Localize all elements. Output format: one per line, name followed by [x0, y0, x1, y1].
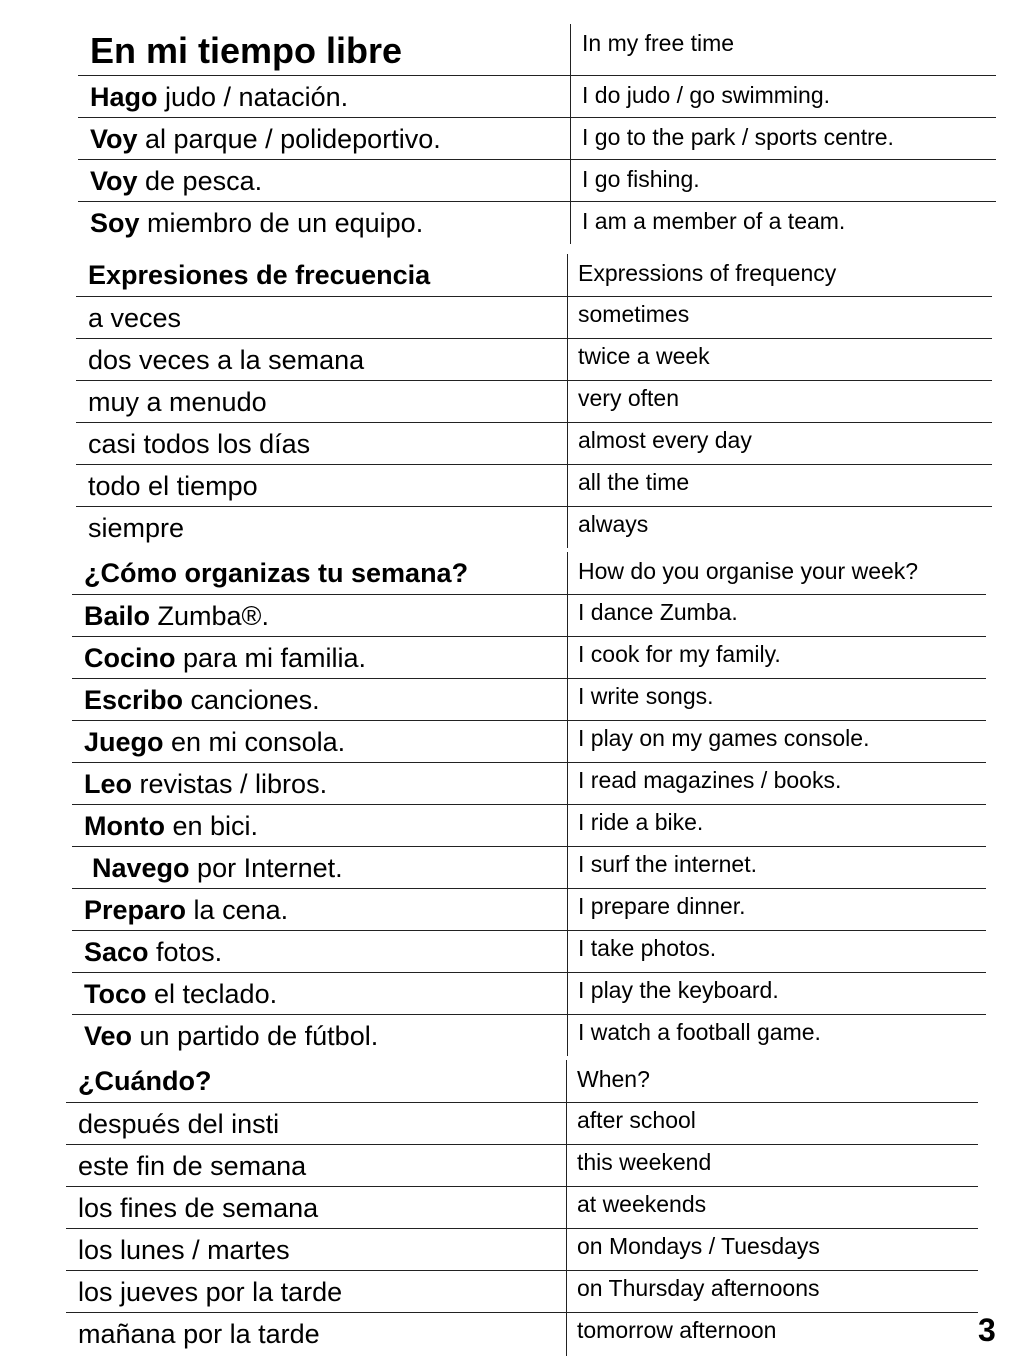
- english-translation: twice a week: [578, 343, 710, 369]
- verb-highlight: Cocino: [84, 643, 176, 673]
- section-title: ¿Cómo organizas tu semana?: [84, 558, 469, 588]
- section-header-row: [66, 1060, 978, 1102]
- phrase-rest: en bici.: [164, 811, 259, 841]
- english-translation: I go fishing.: [582, 166, 700, 192]
- table-row: [72, 637, 986, 679]
- verb-highlight: Voy: [90, 166, 138, 196]
- section-title-translation: How do you organise your week?: [578, 558, 919, 584]
- section-free-time: [78, 24, 996, 244]
- table-row: [78, 160, 996, 202]
- english-translation: I cook for my family.: [578, 641, 781, 667]
- verb-highlight: Saco: [84, 937, 149, 967]
- english-translation: I do judo / go swimming.: [582, 82, 831, 108]
- spanish-phrase: [84, 895, 288, 926]
- table-row: [72, 973, 986, 1015]
- spanish-phrase: [78, 1319, 320, 1350]
- phrase-rest: para mi familia.: [175, 643, 367, 673]
- section-week: [72, 552, 986, 1056]
- table-row: [78, 202, 996, 244]
- phrase-rest: al parque / polideportivo.: [137, 124, 441, 154]
- spanish-phrase: [84, 811, 258, 842]
- spanish-phrase: [88, 303, 181, 334]
- english-translation: I ride a bike.: [578, 809, 704, 835]
- section-when: [66, 1060, 978, 1356]
- spanish-phrase: [78, 1109, 279, 1140]
- spanish-phrase: [88, 513, 184, 544]
- phrase-rest: canciones.: [183, 685, 320, 715]
- section-header-row: [78, 24, 996, 76]
- phrase-rest: los lunes / martes: [78, 1235, 290, 1265]
- verb-highlight: Bailo: [84, 601, 151, 631]
- page-number: 3: [978, 1312, 996, 1348]
- section-title: En mi tiempo libre: [90, 30, 403, 71]
- section-header-row: [76, 254, 992, 296]
- verb-highlight: Veo: [84, 1021, 133, 1051]
- verb-highlight: Monto: [84, 811, 165, 841]
- spanish-phrase: [84, 979, 277, 1010]
- english-translation: I surf the internet.: [578, 851, 757, 877]
- phrase-rest: este fin de semana: [78, 1151, 307, 1181]
- english-translation: at weekends: [577, 1191, 707, 1217]
- english-translation: I take photos.: [578, 935, 717, 961]
- phrase-rest: casi todos los días: [88, 429, 311, 459]
- spanish-phrase: [88, 429, 310, 460]
- table-row: [66, 1103, 978, 1145]
- phrase-rest: Zumba®.: [150, 601, 269, 631]
- phrase-rest: fotos.: [148, 937, 223, 967]
- phrase-rest: de pesca.: [137, 166, 263, 196]
- table-row: [72, 1015, 986, 1057]
- spanish-phrase: [88, 345, 364, 376]
- spanish-phrase: [84, 643, 366, 674]
- spanish-phrase: [78, 1193, 318, 1224]
- section-title-translation: In my free time: [582, 30, 735, 56]
- section-header-row: [72, 552, 986, 594]
- section-title-translation: When?: [577, 1066, 650, 1092]
- table-row: [72, 763, 986, 805]
- table-row: [66, 1313, 978, 1355]
- spanish-phrase: [90, 208, 423, 239]
- table-row: [72, 679, 986, 721]
- spanish-phrase: [88, 387, 267, 418]
- phrase-rest: judo / natación.: [157, 82, 349, 112]
- table-row: [72, 847, 986, 889]
- english-translation: on Thursday afternoons: [577, 1275, 820, 1301]
- table-row: [78, 118, 996, 160]
- verb-highlight: Preparo: [84, 895, 187, 925]
- table-row: [76, 423, 992, 465]
- spanish-phrase: [84, 727, 345, 758]
- english-translation: I read magazines / books.: [578, 767, 842, 793]
- spanish-phrase: [84, 769, 327, 800]
- verb-highlight: Escribo: [84, 685, 184, 715]
- phrase-rest: los jueves por la tarde: [78, 1277, 343, 1307]
- english-translation: I go to the park / sports centre.: [582, 124, 894, 150]
- english-translation: I write songs.: [578, 683, 714, 709]
- phrase-rest: la cena.: [186, 895, 289, 925]
- phrase-rest: el teclado.: [146, 979, 278, 1009]
- spanish-phrase: [78, 1277, 342, 1308]
- verb-highlight: Voy: [90, 124, 138, 154]
- english-translation: all the time: [578, 469, 690, 495]
- english-translation: I am a member of a team.: [582, 208, 846, 234]
- english-translation: I dance Zumba.: [578, 599, 738, 625]
- section-title-translation: Expressions of frequency: [578, 260, 837, 286]
- phrase-rest: mañana por la tarde: [78, 1319, 320, 1349]
- table-row: [76, 339, 992, 381]
- spanish-phrase: [90, 124, 441, 155]
- spanish-phrase: [92, 853, 343, 884]
- english-translation: sometimes: [578, 301, 690, 327]
- phrase-rest: siempre: [88, 513, 185, 543]
- phrase-rest: miembro de un equipo.: [139, 208, 424, 238]
- english-translation: after school: [577, 1107, 696, 1133]
- table-row: [66, 1145, 978, 1187]
- phrase-rest: a veces: [88, 303, 182, 333]
- verb-highlight: Navego: [92, 853, 190, 883]
- table-row: [72, 805, 986, 847]
- verb-highlight: Soy: [90, 208, 140, 238]
- phrase-rest: los fines de semana: [78, 1193, 319, 1223]
- verb-highlight: Leo: [84, 769, 133, 799]
- spanish-phrase: [78, 1151, 306, 1182]
- table-row: [76, 507, 992, 549]
- phrase-rest: dos veces a la semana: [88, 345, 365, 375]
- phrase-rest: después del insti: [78, 1109, 280, 1139]
- table-row: [72, 721, 986, 763]
- table-row: [76, 297, 992, 339]
- phrase-rest: un partido de fútbol.: [132, 1021, 379, 1051]
- english-translation: I play on my games console.: [578, 725, 870, 751]
- phrase-rest: en mi consola.: [163, 727, 346, 757]
- spanish-phrase: [88, 471, 258, 502]
- section-frequency: [76, 254, 992, 548]
- spanish-phrase: [84, 1021, 378, 1052]
- table-row: [66, 1187, 978, 1229]
- english-translation: this weekend: [577, 1149, 712, 1175]
- verb-highlight: Hago: [90, 82, 158, 112]
- english-translation: I prepare dinner.: [578, 893, 746, 919]
- spanish-phrase: [84, 601, 269, 632]
- table-row: [72, 595, 986, 637]
- table-row: [76, 381, 992, 423]
- verb-highlight: Toco: [84, 979, 147, 1009]
- english-translation: I watch a football game.: [578, 1019, 821, 1045]
- table-row: [72, 931, 986, 973]
- spanish-phrase: [84, 685, 320, 716]
- english-translation: very often: [578, 385, 679, 411]
- english-translation: on Mondays / Tuesdays: [577, 1233, 820, 1259]
- phrase-rest: todo el tiempo: [88, 471, 258, 501]
- english-translation: almost every day: [578, 427, 752, 453]
- table-row: [78, 76, 996, 118]
- table-row: [66, 1271, 978, 1313]
- english-translation: tomorrow afternoon: [577, 1317, 777, 1343]
- section-title: Expresiones de frecuencia: [88, 260, 431, 290]
- spanish-phrase: [90, 82, 348, 113]
- phrase-rest: revistas / libros.: [132, 769, 328, 799]
- section-title: ¿Cuándo?: [78, 1066, 212, 1096]
- english-translation: always: [578, 511, 649, 537]
- english-translation: I play the keyboard.: [578, 977, 779, 1003]
- spanish-phrase: [90, 166, 262, 197]
- spanish-phrase: [78, 1235, 290, 1266]
- spanish-phrase: [84, 937, 222, 968]
- table-row: [66, 1229, 978, 1271]
- verb-highlight: Juego: [84, 727, 164, 757]
- phrase-rest: muy a menudo: [88, 387, 267, 417]
- phrase-rest: por Internet.: [189, 853, 343, 883]
- table-row: [72, 889, 986, 931]
- table-row: [76, 465, 992, 507]
